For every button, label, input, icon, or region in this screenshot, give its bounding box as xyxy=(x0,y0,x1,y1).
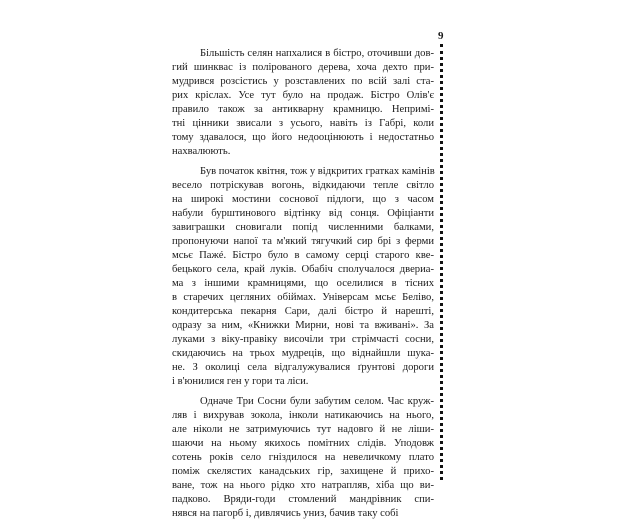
text-line: шаючи на ньому якихось помітних слідів. Уподовж xyxy=(172,438,434,449)
text-line: тні цінники звисали з усього, навіть із Габрі, коли xyxy=(172,118,434,129)
text-line: Був початок квітня, тож у відкритих гратках камінів xyxy=(200,166,435,177)
text-line: кондитерська пекарня Сари, далі бістро й нарешті, xyxy=(172,306,434,317)
text-line: мсьє Пажé. Бістро було в самому серці старого кве- xyxy=(172,250,434,261)
text-line: Більшість селян напхалися в бістро, оточивши дов- xyxy=(200,48,434,59)
text-line: в старечих цегляних обіймах. Універсам мсьє Беліво, xyxy=(172,292,434,303)
text-line: ване, тож на нього рідко хто натрапляв, хіба що ви- xyxy=(172,480,434,491)
paragraph xyxy=(172,47,434,159)
text-line: скидаючись на трьох мудреців, що віднайшли шука- xyxy=(172,348,434,359)
text-line: гий шинквас із полірованого дерева, хоча дехто при- xyxy=(172,62,434,73)
paragraph xyxy=(172,395,434,521)
text-line: сотень років село гніздилося на невеличкому плато xyxy=(172,452,434,463)
text-line: поміж скелястих канадських гір, захищене й прихо- xyxy=(172,466,434,477)
text-line: але ніколи не затримуючись тут надовго й не ліши- xyxy=(172,424,434,435)
dotted-margin-rule xyxy=(440,44,443,480)
paragraph xyxy=(172,165,434,389)
text-line: ма з іншими крамницями, що оселилися в тісних xyxy=(172,278,434,289)
text-line: не. З околиці села відгалужувалися ґрунтові дороги xyxy=(172,362,434,373)
text-line: нахвалюють. xyxy=(172,146,231,157)
text-line: рих кріслах. Усе тут було на продаж. Бістро Олів'є xyxy=(172,90,434,101)
text-line: бецького села, край луків. Обабіч сполучалося двериа- xyxy=(172,264,434,275)
text-line: ляв і вихрував зокола, інколи натикаючись на нього, xyxy=(172,410,434,421)
text-line: завиграшки сновигали попід численними балками, xyxy=(172,222,434,233)
text-line: весело потріскував вогонь, відкидаючи тепле світло xyxy=(172,180,434,191)
page-number: 9 xyxy=(438,30,444,42)
text-line: нявся на пагорб і, дивлячись униз, бачив таку собі xyxy=(172,508,399,519)
body-text xyxy=(172,47,434,521)
text-line: мудрився розсістись у розставлених по всій залі ста- xyxy=(172,76,434,87)
text-line: правило також за антикварну крамницю. Непримі- xyxy=(172,104,434,115)
text-line: Одначе Три Сосни були забутим селом. Час круж- xyxy=(200,396,434,407)
text-line: пропонуючи напої та м'який тягучкий сир брі з ферми xyxy=(172,236,434,247)
text-line: падково. Вряди-годи стомлений мандрівник спи- xyxy=(172,494,434,505)
text-line: луками з віку-правіку височіли три стрімчасті сосни, xyxy=(172,334,434,345)
text-line: набули бурштинового відтінку від сонця. Офіціанти xyxy=(172,208,434,219)
text-line: одразу за ним, «Книжки Мирни, нові та вживані». За xyxy=(172,320,434,331)
text-line: на широкі мостини соснової підлоги, що з часом xyxy=(172,194,434,205)
text-line: тому здавалося, що його недооцінюють і недостатньо xyxy=(172,132,434,143)
text-line: і в'юнилися ген у гори та ліси. xyxy=(172,376,309,387)
